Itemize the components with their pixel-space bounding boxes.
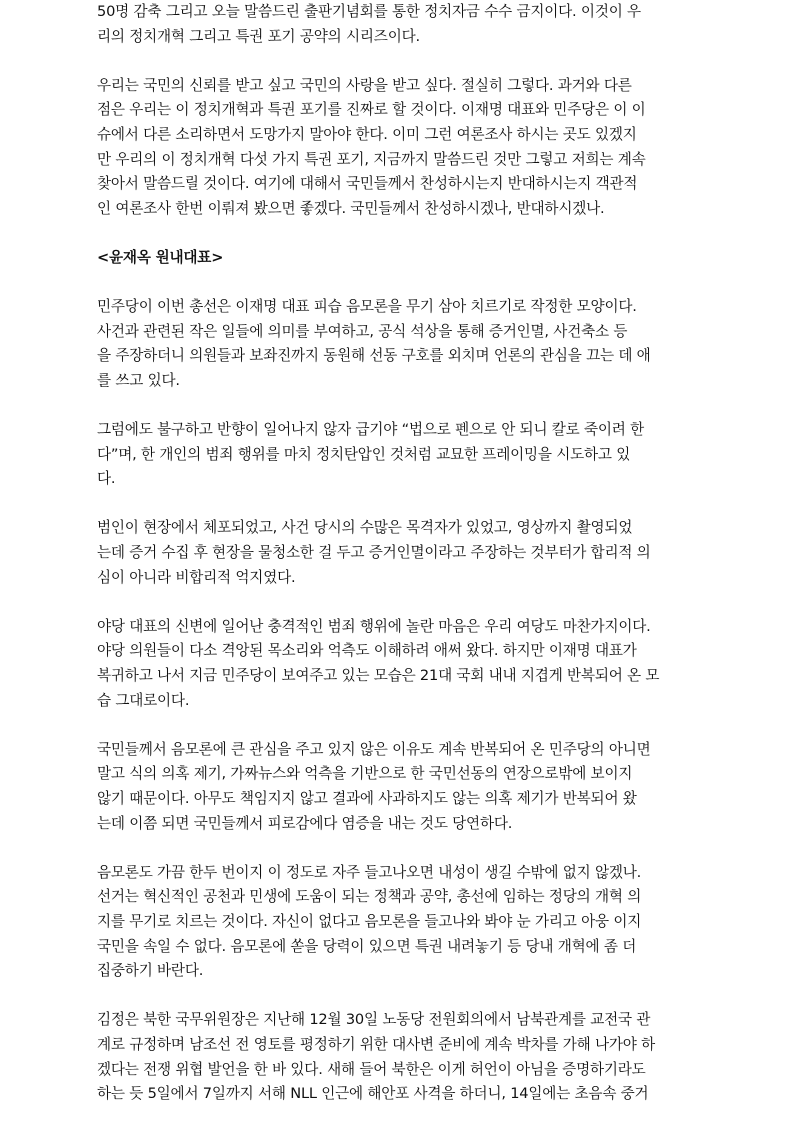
- text-line: 집중하기 바란다.: [97, 962, 204, 980]
- paragraph: [97, 418, 700, 492]
- text-line: 선거는 혁신적인 공천과 민생에 도움이 되는 정책과 공약, 총선에 임하는 정당의 개혁 의: [97, 888, 642, 906]
- text-line: 야당 대표의 신변에 일어난 충격적인 범죄 행위에 놀란 마음은 우리 여당도 마찬가지이다.: [97, 617, 651, 635]
- paragraph: [97, 74, 700, 222]
- paragraph: [97, 295, 700, 393]
- text-line: 겠다는 전쟁 위협 발언을 한 바 있다. 새해 들어 북한은 이게 허언이 아님을 증명하기라도: [97, 1060, 646, 1078]
- document-page: [97, 0, 700, 1131]
- text-line: 다.: [97, 470, 116, 488]
- text-line: 민주당이 이번 총선은 이재명 대표 피습 음모론을 무기 삼아 치르기로 작정한 모양이다.: [97, 298, 637, 316]
- text-line: 50명 감축 그리고 오늘 말씀드린 출판기념회를 통한 정치자금 수수 금지이다. 이것이 우: [97, 3, 641, 20]
- text-line: 야당 의원들이 다소 격앙된 목소리와 억측도 이해하려 애써 왔다. 하지만 이재명 대표가: [97, 642, 637, 660]
- paragraph: [97, 0, 700, 49]
- text-line: 를 쓰고 있다.: [97, 371, 180, 389]
- text-line: 지를 무기로 치르는 것이다. 자신이 없다고 음모론을 들고나와 봐야 눈 가리고 아웅 이지: [97, 912, 642, 930]
- text-line: 복귀하고 나서 지금 민주당이 보여주고 있는 모습은 21대 국회 내내 지겹게 반복되어 온 모: [97, 667, 660, 685]
- paragraph: [97, 861, 700, 984]
- paragraph: [97, 738, 700, 836]
- text-line: 을 주장하더니 의원들과 보좌진까지 동원해 선동 구호를 외치며 언론의 관심을 끄는 데 애: [97, 347, 651, 365]
- text-line: 찾아서 말씀드릴 것이다. 여기에 대해서 국민들께서 찬성하시는지 반대하시는지 객관적: [97, 175, 638, 193]
- text-line: 김정은 북한 국무위원장은 지난해 12월 30일 노동당 전원회의에서 남북관계를 교전국 관: [97, 1011, 651, 1029]
- text-line: 계로 규정하며 남조선 전 영토를 평정하기 위한 대사변 준비에 계속 박차를 가해 나가야 하: [97, 1035, 656, 1053]
- paragraph: [97, 1008, 700, 1106]
- text-line: 국민들께서 음모론에 큰 관심을 주고 있지 않은 이유도 계속 반복되어 온 민주당의 아니면: [97, 740, 651, 758]
- text-line: 슈에서 다른 소리하면서 도망가지 말아야 한다. 이미 그런 여론조사 하시는 곳도 있겠지: [97, 125, 637, 143]
- text-line: 우리는 국민의 신뢰를 받고 싶고 국민의 사랑을 받고 싶다. 절실히 그렇다. 과거와 다른: [97, 76, 632, 94]
- text-line: 는데 증거 수집 후 현장을 물청소한 걸 두고 증거인멸이라고 주장하는 것부터가 합리적 의: [97, 544, 651, 562]
- paragraph: [97, 615, 700, 713]
- text-line: 하는 듯 5일에서 7일까지 서해 NLL 인근에 해안포 사격을 하더니, 14일에는 초음속 중거: [97, 1085, 649, 1103]
- text-line: 사건과 관련된 작은 일들에 의미를 부여하고, 공식 석상을 통해 증거인멸, 사건축소 등: [97, 322, 628, 340]
- text-line: 리의 정치개혁 그리고 특권 포기 공약의 시리즈이다.: [97, 27, 420, 45]
- text-line: 는데 이쯤 되면 국민들께서 피로감에다 염증을 내는 것도 당연하다.: [97, 814, 513, 832]
- text-line: 음모론도 가끔 한두 번이지 이 정도로 자주 들고나오면 내성이 생길 수밖에 없지 않겠나.: [97, 863, 642, 881]
- text-line: 국민을 속일 수 없다. 음모론에 쏟을 당력이 있으면 특권 내려놓기 등 당내 개혁에 좀 더: [97, 937, 637, 955]
- text-line: 인 여론조사 한번 이뤄져 봤으면 좋겠다. 국민들께서 찬성하시겠나, 반대하시겠나.: [97, 199, 605, 217]
- text-line: 다”며, 한 개인의 범죄 행위를 마치 정치탄압인 것처럼 교묘한 프레이밍을 시도하고 있: [97, 445, 631, 463]
- text-line: 않기 때문이다. 아무도 책임지지 않고 결과에 사과하지도 않는 의혹 제기가 반복되어 왔: [97, 790, 637, 807]
- text-line: 말고 식의 의혹 제기, 가짜뉴스와 억측을 기반으로 한 국민선동의 연장으로밖에 보이지: [97, 765, 633, 783]
- speaker-heading: <윤재옥 원내대표>: [97, 248, 224, 266]
- text-line: 습 그대로이다.: [97, 691, 190, 709]
- paragraph: [97, 516, 700, 590]
- text-line: 그럼에도 불구하고 반향이 일어나지 않자 급기야 “법으로 펜으로 안 되니 칼로 죽이려 한: [97, 421, 645, 439]
- text-line: 점은 우리는 이 정치개혁과 특권 포기를 진짜로 할 것이다. 이재명 대표와 민주당은 이 이: [97, 101, 646, 119]
- text-line: 심이 아니라 비합리적 억지였다.: [97, 568, 296, 586]
- text-line: 만 우리의 이 정치개혁 다섯 가지 특권 포기, 지금까지 말씀드린 것만 그렇고 저희는 계속: [97, 150, 646, 168]
- text-line: 범인이 현장에서 체포되었고, 사건 당시의 수많은 목격자가 있었고, 영상까지 촬영되었: [97, 519, 633, 537]
